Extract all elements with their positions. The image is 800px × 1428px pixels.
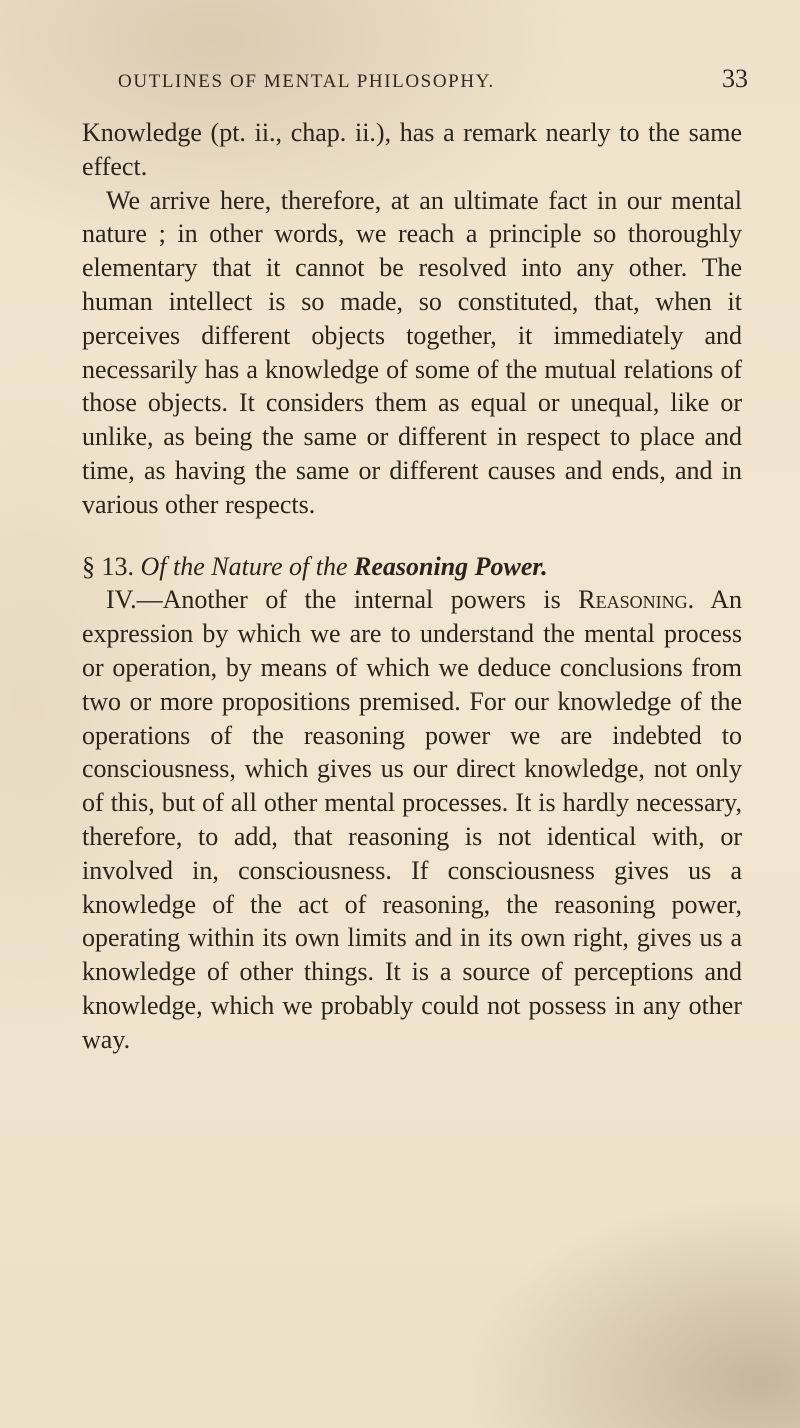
section-heading xyxy=(82,550,742,584)
paragraph-continuation: Knowledge (pt. ii., chap. ii.), has a remark nearly to the same effect. xyxy=(82,118,742,181)
page-number: 33 xyxy=(722,64,748,93)
paragraph-reasoning xyxy=(82,583,742,1056)
running-header xyxy=(118,64,748,94)
paragraph-reasoning-lead: IV.—Another of the internal powers is xyxy=(106,585,579,615)
paragraph-reasoning-rest: An expression by which we are to understand the mental process or operation, by means of which we deduce conclusions from two or more propositions premised. For our knowledge of the operations of the reasoning power we are indebted to consciousness, which gives us our direct knowledge, not only of this, but of all other mental processes. It is hardly necessary, therefore, to add, that reasoning is not identical with, or involved in, consciousness. If consciousness gives us a knowledge of the act of reasoning, the reasoning power, operating within its own limits and in its own right, gives us a knowledge of other things. It is a source of perceptions and knowledge, which we probably could not possess in any other way. xyxy=(82,585,743,1054)
section-number: § 13. xyxy=(82,551,134,581)
section-title xyxy=(141,552,548,581)
paragraph-ultimate-fact: We arrive here, therefore, at an ultimate fact in our mental nature ; in other words, we reach a principle so thoroughly elementary that it cannot be resolved into any other. The human intellect is so made, so constituted, that, when it perceives different objects together, it immediately and necessarily has a knowledge of some of the mutual relations of those objects. It considers them as equal or unequal, like or unlike, as being the same or different in respect to place and time, as having the same or different causes and ends, and in various other respects. xyxy=(82,185,742,519)
running-title: OUTLINES OF MENTAL PHILOSOPHY. xyxy=(118,71,495,92)
section-title-bold: Reasoning Power. xyxy=(354,551,548,581)
section-title-plain: Of the Nature of the xyxy=(140,551,355,581)
body-text xyxy=(82,116,742,1057)
term-reasoning: Reasoning. xyxy=(578,585,695,615)
